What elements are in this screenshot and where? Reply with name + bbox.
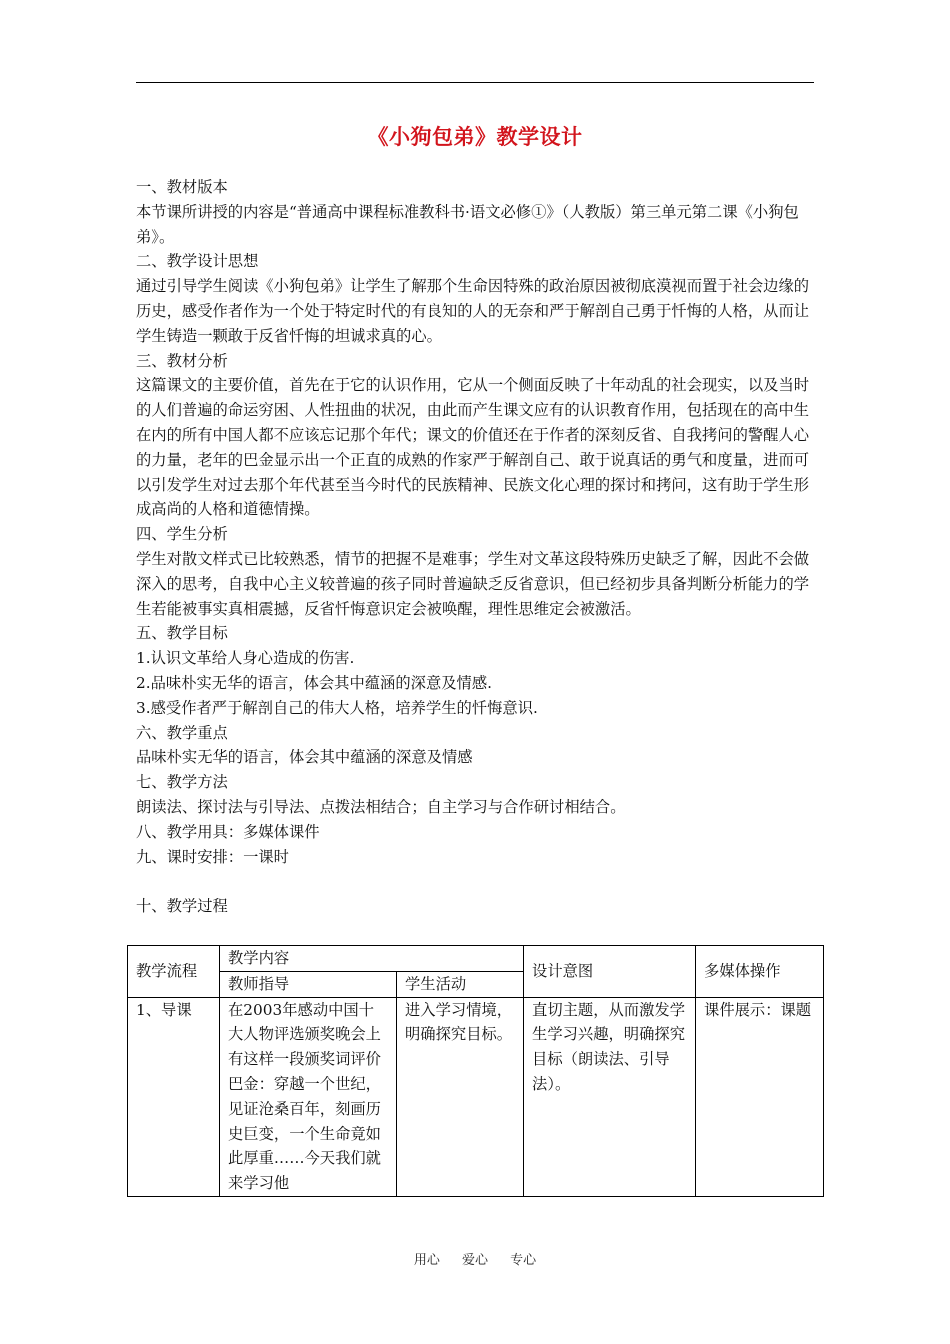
page-footer [0, 1249, 950, 1268]
table-row [128, 997, 824, 1196]
section-heading: 一、教材版本 [136, 178, 228, 196]
header-student: 学生活动 [397, 971, 524, 997]
section-body: 学生对散文样式已比较熟悉，情节的把握不是难事；学生对文革这段特殊历史缺乏了解，因此不会做深入的思考，自我中心主义较普遍的孩子同时普遍缺乏反省意识，但已经初步具备判断分析能力的学生若能被事实真相震撼，反省忏悔意识定会被唤醒，理性思维定会被激活。 [136, 549, 810, 618]
document-body [136, 175, 814, 919]
footer-word: 爱心 [461, 1253, 488, 1268]
section-body: 品味朴实无华的语言，体会其中蕴涵的深意及情感 [136, 748, 473, 767]
goal-item: 2.品味朴实无华的语言，体会其中蕴涵的深意及情感. [136, 673, 492, 692]
section-heading: 七、教学方法 [136, 773, 228, 792]
cell-student: 进入学习情境，明确探究目标。 [397, 997, 524, 1196]
section-heading: 六、教学重点 [136, 723, 228, 742]
header-media: 多媒体操作 [696, 946, 824, 998]
header-flow: 教学流程 [128, 946, 220, 998]
cell-flow: 1、导课 [128, 997, 220, 1196]
section-body: 这篇课文的主要价值，首先在于它的认识作用，它从一个侧面反映了十年动乱的社会现实，以及当时的人们普遍的命运穷困、人性扭曲的状况，由此而产生课文应有的认识教育作用，包括现在的高中生在内的所有中国人都不应该忘记那个年代；课文的价值还在于作者的深刻反省、自我拷问的警醒人心的力量，老年的巴金显示出一个正直的成熟的作家严于解剖自己、敢于说真话的勇气和度量，进而可以引发学生对过去那个年代甚至当今时代的民族精神、民族文化心理的探讨和拷问，这有助于学生形成高尚的人格和道德情操。 [136, 376, 810, 519]
section-heading: 八、教学用具：多媒体课件 [136, 822, 320, 841]
cell-media: 课件展示：课题 [696, 997, 824, 1196]
teaching-process-table [127, 945, 824, 1197]
section-heading: 四、学生分析 [136, 525, 228, 544]
goal-item: 1.认识文革给人身心造成的伤害. [136, 649, 355, 668]
goal-item: 3.感受作者严于解剖自己的伟大人格，培养学生的忏悔意识. [136, 698, 538, 717]
blank-line [136, 869, 814, 894]
section-heading: 三、教材分析 [136, 351, 228, 370]
document-title: 《小狗包弟》教学设计 [367, 125, 583, 149]
section-heading: 二、教学设计思想 [136, 252, 259, 271]
section-body: 通过引导学生阅读《小狗包弟》让学生了解那个生命因特殊的政治原因被彻底漠视而置于社会边缘的历史，感受作者作为一个处于特定时代的有良知的人的无奈和严于解剖自己勇于忏悔的人格，从而让学生铸造一颗敢于反省忏悔的坦诚求真的心。 [136, 277, 810, 345]
section-heading: 九、课时安排：一课时 [136, 847, 289, 866]
section-body: 本节课所讲授的内容是“普通高中课程标准教科书·语文必修①》（人教版）第三单元第二课《小狗包弟》。 [136, 202, 799, 246]
footer-word: 用心 [413, 1253, 440, 1268]
section-heading: 十、教学过程 [136, 897, 228, 916]
cell-intent: 直切主题，从而激发学生学习兴趣，明确探究目标（朗读法、引导法）。 [524, 997, 696, 1196]
section-body: 朗读法、探讨法与引导法、点拨法相结合；自主学习与合作研讨相结合。 [136, 797, 626, 816]
footer-word: 专心 [510, 1253, 537, 1268]
header-intent: 设计意图 [524, 946, 696, 998]
header-content: 教学内容 [220, 946, 524, 972]
section-heading: 五、教学目标 [136, 624, 228, 643]
cell-teacher: 在2003年感动中国十大人物评选颁奖晚会上有这样一段颁奖词评价巴金：穿越一个世纪，见证沧桑百年，刻画历史巨变，一个生命竟如此厚重……今天我们就来学习他 [220, 997, 397, 1196]
header-teacher: 教师指导 [220, 971, 397, 997]
header-rule [136, 82, 814, 83]
